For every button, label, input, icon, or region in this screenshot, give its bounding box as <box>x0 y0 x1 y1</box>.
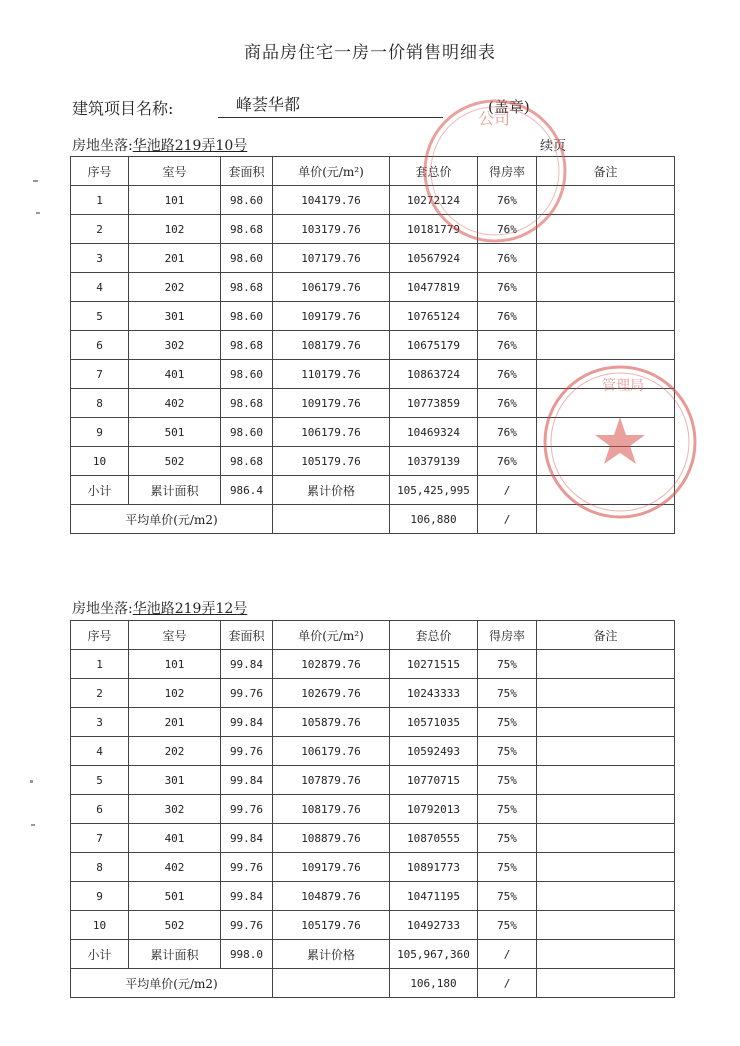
average-price: 106,180 <box>390 969 478 998</box>
unit-area: 99.84 <box>221 882 273 911</box>
efficiency-rate: 76% <box>478 418 537 447</box>
table-row <box>71 795 675 824</box>
average-empty <box>273 969 390 998</box>
note <box>537 679 675 708</box>
unit-area: 99.76 <box>221 679 273 708</box>
row-no: 10 <box>71 447 129 476</box>
row-no: 7 <box>71 824 129 853</box>
table-row <box>71 418 675 447</box>
unit-area: 98.60 <box>221 418 273 447</box>
unit-area: 98.60 <box>221 302 273 331</box>
table-row <box>71 302 675 331</box>
row-no: 6 <box>71 795 129 824</box>
col-header-room: 室号 <box>129 157 221 186</box>
col-header-total: 套总价 <box>390 621 478 650</box>
sales-table-building-10 <box>70 156 675 534</box>
project-name: 峰荟华都 <box>218 92 443 118</box>
unit-price: 109179.76 <box>273 302 390 331</box>
table-body <box>71 650 675 940</box>
row-no: 1 <box>71 650 129 679</box>
average-note <box>537 505 675 534</box>
note <box>537 273 675 302</box>
room-number: 101 <box>129 186 221 215</box>
unit-price: 108179.76 <box>273 795 390 824</box>
average-row <box>71 505 675 534</box>
efficiency-rate: 76% <box>478 215 537 244</box>
efficiency-rate: 76% <box>478 389 537 418</box>
row-no: 6 <box>71 331 129 360</box>
total-price: 10469324 <box>390 418 478 447</box>
table-row <box>71 331 675 360</box>
unit-price: 108179.76 <box>273 331 390 360</box>
bureau-seal-text: 管理局 <box>602 378 644 394</box>
cumulative-area: 986.4 <box>221 476 273 505</box>
efficiency-rate: 75% <box>478 679 537 708</box>
table-row <box>71 708 675 737</box>
average-row <box>71 969 675 998</box>
col-header-note: 备注 <box>537 621 675 650</box>
note <box>537 215 675 244</box>
subtotal-note <box>537 940 675 969</box>
note <box>537 302 675 331</box>
table-body <box>71 186 675 476</box>
table-row <box>71 766 675 795</box>
average-rate: / <box>478 505 537 534</box>
room-number: 401 <box>129 824 221 853</box>
table-row <box>71 360 675 389</box>
cumulative-price-label: 累计价格 <box>273 476 390 505</box>
efficiency-rate: 75% <box>478 650 537 679</box>
table-row <box>71 824 675 853</box>
row-no: 3 <box>71 244 129 273</box>
table-row <box>71 911 675 940</box>
col-header-unit-price: 单价(元/m²) <box>273 157 390 186</box>
efficiency-rate: 76% <box>478 360 537 389</box>
unit-price: 104179.76 <box>273 186 390 215</box>
table-row <box>71 244 675 273</box>
room-number: 102 <box>129 679 221 708</box>
total-price: 10492733 <box>390 911 478 940</box>
efficiency-rate: 76% <box>478 186 537 215</box>
location-2 <box>72 598 247 618</box>
room-number: 302 <box>129 795 221 824</box>
table-row <box>71 882 675 911</box>
unit-price: 105879.76 <box>273 708 390 737</box>
average-price-label: 平均单价(元/m2) <box>71 505 273 534</box>
room-number: 401 <box>129 360 221 389</box>
efficiency-rate: 76% <box>478 302 537 331</box>
room-number: 201 <box>129 708 221 737</box>
unit-area: 99.76 <box>221 853 273 882</box>
total-price: 10870555 <box>390 824 478 853</box>
total-price: 10592493 <box>390 737 478 766</box>
efficiency-rate: 76% <box>478 244 537 273</box>
subtotal-rate: / <box>478 940 537 969</box>
efficiency-rate: 75% <box>478 795 537 824</box>
col-header-note: 备注 <box>537 157 675 186</box>
note <box>537 853 675 882</box>
subtotal-row <box>71 476 675 505</box>
unit-area: 99.84 <box>221 650 273 679</box>
cumulative-area-label: 累计面积 <box>129 940 221 969</box>
subtotal-label: 小计 <box>71 940 129 969</box>
total-price: 10243333 <box>390 679 478 708</box>
room-number: 201 <box>129 244 221 273</box>
row-no: 8 <box>71 389 129 418</box>
project-name-label: 建筑项目名称: <box>72 99 174 118</box>
seal-note: (盖章) <box>488 98 530 116</box>
efficiency-rate: 75% <box>478 824 537 853</box>
unit-area: 99.84 <box>221 824 273 853</box>
col-header-no: 序号 <box>71 621 129 650</box>
table-header-row <box>71 621 675 650</box>
room-number: 402 <box>129 389 221 418</box>
efficiency-rate: 76% <box>478 447 537 476</box>
unit-area: 98.68 <box>221 273 273 302</box>
average-price: 106,880 <box>390 505 478 534</box>
row-no: 5 <box>71 766 129 795</box>
total-price: 10675179 <box>390 331 478 360</box>
note <box>537 911 675 940</box>
average-note <box>537 969 675 998</box>
note <box>537 244 675 273</box>
room-number: 101 <box>129 650 221 679</box>
total-price: 10567924 <box>390 244 478 273</box>
table-row <box>71 215 675 244</box>
total-price: 10571035 <box>390 708 478 737</box>
room-number: 102 <box>129 215 221 244</box>
room-number: 202 <box>129 273 221 302</box>
unit-price: 106179.76 <box>273 737 390 766</box>
table-row <box>71 273 675 302</box>
unit-area: 98.60 <box>221 360 273 389</box>
row-no: 5 <box>71 302 129 331</box>
page-title: 商品房住宅一房一价销售明细表 <box>244 43 496 63</box>
note <box>537 418 675 447</box>
row-no: 4 <box>71 737 129 766</box>
table-row <box>71 447 675 476</box>
unit-price: 102879.76 <box>273 650 390 679</box>
unit-price: 102679.76 <box>273 679 390 708</box>
total-price: 10477819 <box>390 273 478 302</box>
efficiency-rate: 75% <box>478 911 537 940</box>
unit-area: 98.68 <box>221 389 273 418</box>
unit-area: 98.60 <box>221 244 273 273</box>
location-label: 房地坐落: <box>72 138 133 154</box>
note <box>537 650 675 679</box>
cumulative-price-label: 累计价格 <box>273 940 390 969</box>
col-header-unit-price: 单价(元/m²) <box>273 621 390 650</box>
efficiency-rate: 75% <box>478 766 537 795</box>
subtotal-note <box>537 476 675 505</box>
note <box>537 737 675 766</box>
room-number: 502 <box>129 447 221 476</box>
row-no: 2 <box>71 679 129 708</box>
scan-speck <box>30 780 33 783</box>
unit-price: 105179.76 <box>273 447 390 476</box>
unit-price: 109179.76 <box>273 853 390 882</box>
table-row <box>71 679 675 708</box>
average-empty <box>273 505 390 534</box>
col-header-rate: 得房率 <box>478 621 537 650</box>
unit-area: 99.76 <box>221 737 273 766</box>
unit-price: 110179.76 <box>273 360 390 389</box>
note <box>537 186 675 215</box>
unit-price: 107879.76 <box>273 766 390 795</box>
total-price: 10379139 <box>390 447 478 476</box>
row-no: 9 <box>71 418 129 447</box>
room-number: 501 <box>129 418 221 447</box>
room-number: 302 <box>129 331 221 360</box>
sales-table-building-12 <box>70 620 675 998</box>
note <box>537 708 675 737</box>
location-1 <box>72 135 247 155</box>
subtotal-row <box>71 940 675 969</box>
unit-price: 106179.76 <box>273 273 390 302</box>
col-header-no: 序号 <box>71 157 129 186</box>
row-no: 2 <box>71 215 129 244</box>
unit-price: 103179.76 <box>273 215 390 244</box>
scan-speck <box>36 212 40 214</box>
table-row <box>71 389 675 418</box>
unit-area: 98.68 <box>221 447 273 476</box>
unit-price: 105179.76 <box>273 911 390 940</box>
col-header-area: 套面积 <box>221 621 273 650</box>
efficiency-rate: 75% <box>478 708 537 737</box>
location-address: 华池路219弄12号 <box>132 601 248 617</box>
total-price: 10863724 <box>390 360 478 389</box>
total-price: 10773859 <box>390 389 478 418</box>
room-number: 501 <box>129 882 221 911</box>
unit-price: 107179.76 <box>273 244 390 273</box>
unit-price: 104879.76 <box>273 882 390 911</box>
room-number: 502 <box>129 911 221 940</box>
table-row <box>71 737 675 766</box>
total-price: 10792013 <box>390 795 478 824</box>
note <box>537 447 675 476</box>
table-row <box>71 853 675 882</box>
unit-area: 98.60 <box>221 186 273 215</box>
row-no: 8 <box>71 853 129 882</box>
efficiency-rate: 75% <box>478 737 537 766</box>
unit-area: 98.68 <box>221 215 273 244</box>
note <box>537 389 675 418</box>
company-seal-text: 公司 <box>478 109 511 128</box>
unit-area: 99.84 <box>221 766 273 795</box>
location-label: 房地坐落: <box>72 601 133 617</box>
subtotal-label: 小计 <box>71 476 129 505</box>
average-price-label: 平均单价(元/m2) <box>71 969 273 998</box>
total-price: 10272124 <box>390 186 478 215</box>
unit-area: 99.76 <box>221 795 273 824</box>
note <box>537 824 675 853</box>
note <box>537 331 675 360</box>
room-number: 202 <box>129 737 221 766</box>
row-no: 3 <box>71 708 129 737</box>
col-header-rate: 得房率 <box>478 157 537 186</box>
efficiency-rate: 75% <box>478 882 537 911</box>
subtotal-rate: / <box>478 476 537 505</box>
row-no: 9 <box>71 882 129 911</box>
note <box>537 766 675 795</box>
scan-speck <box>33 180 38 182</box>
efficiency-rate: 76% <box>478 331 537 360</box>
cumulative-price: 105,967,360 <box>390 940 478 969</box>
total-price: 10770715 <box>390 766 478 795</box>
table-row <box>71 650 675 679</box>
unit-price: 108879.76 <box>273 824 390 853</box>
note <box>537 882 675 911</box>
table-row <box>71 186 675 215</box>
continued-page-label: 续页 <box>540 139 567 154</box>
row-no: 4 <box>71 273 129 302</box>
unit-price: 109179.76 <box>273 389 390 418</box>
room-number: 301 <box>129 766 221 795</box>
col-header-area: 套面积 <box>221 157 273 186</box>
col-header-room: 室号 <box>129 621 221 650</box>
unit-area: 98.68 <box>221 331 273 360</box>
scan-speck <box>31 824 35 826</box>
location-address: 华池路219弄10号 <box>132 138 248 154</box>
cumulative-area-label: 累计面积 <box>129 476 221 505</box>
unit-price: 106179.76 <box>273 418 390 447</box>
unit-area: 99.76 <box>221 911 273 940</box>
row-no: 1 <box>71 186 129 215</box>
total-price: 10181779 <box>390 215 478 244</box>
total-price: 10471195 <box>390 882 478 911</box>
efficiency-rate: 75% <box>478 853 537 882</box>
note <box>537 795 675 824</box>
efficiency-rate: 76% <box>478 273 537 302</box>
total-price: 10271515 <box>390 650 478 679</box>
unit-area: 99.84 <box>221 708 273 737</box>
room-number: 402 <box>129 853 221 882</box>
total-price: 10891773 <box>390 853 478 882</box>
col-header-total: 套总价 <box>390 157 478 186</box>
row-no: 7 <box>71 360 129 389</box>
table-header-row <box>71 157 675 186</box>
average-rate: / <box>478 969 537 998</box>
row-no: 10 <box>71 911 129 940</box>
total-price: 10765124 <box>390 302 478 331</box>
cumulative-area: 998.0 <box>221 940 273 969</box>
note <box>537 360 675 389</box>
room-number: 301 <box>129 302 221 331</box>
cumulative-price: 105,425,995 <box>390 476 478 505</box>
